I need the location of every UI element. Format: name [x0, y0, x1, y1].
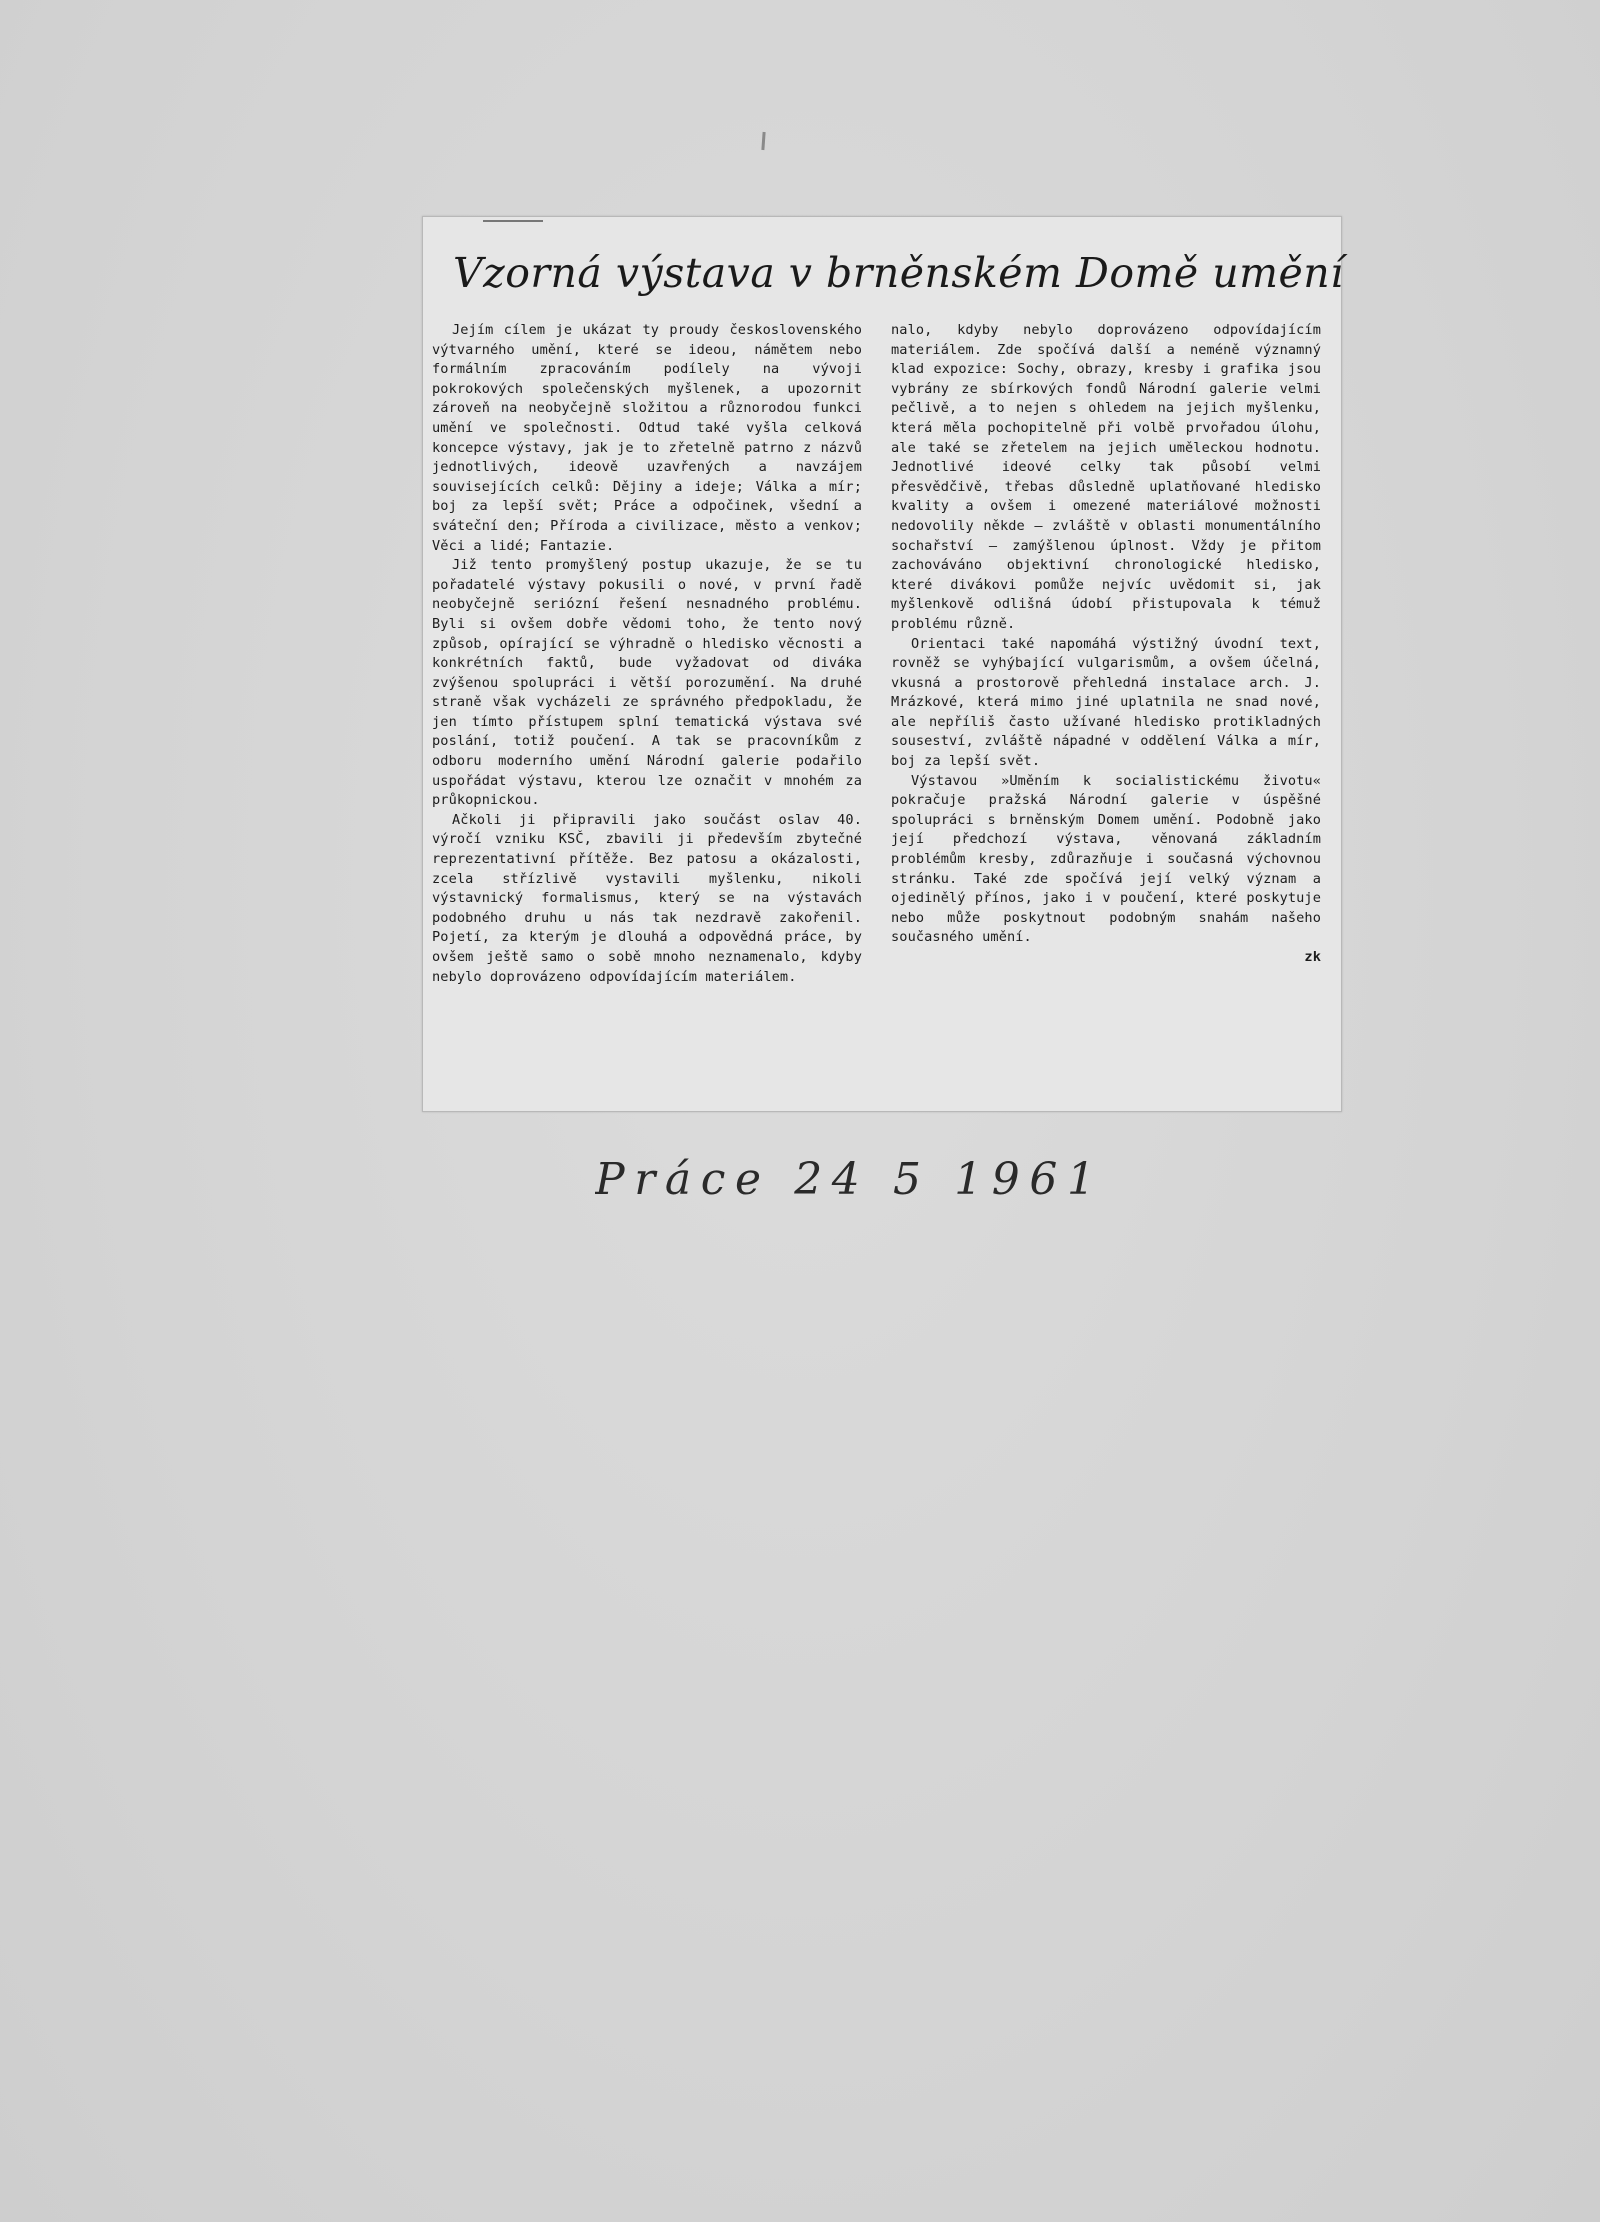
article-paragraph: Ačkoli ji připravili jako součást oslav 40. výročí vzniku KSČ, zbavili ji především zbytečné reprezentativní přítěže. Bez patosu a okázalosti, zcela střízlivě vystavili myšlenku, nikoli výstavnický formalismus, který se na výstavách podobného druhu u nás tak nezdravě zakořenil. Pojetí, za kterým je dlouhá a odpovědná práce, by ovšem ještě samo o sobě mnoho neznamenalo, kdyby nebylo doprovázeno odpovídajícím materiálem. [432, 811, 862, 985]
article-headline: Vzorná výstava v brněnském Domě umění [453, 249, 1344, 297]
article-right-column [891, 321, 1321, 968]
handwritten-source-note [595, 1136, 1115, 1216]
article-paragraph: nalo, kdyby nebylo doprovázeno odpovídajícím materiálem. Zde spočívá další a neméně významný klad expozice: Sochy, obrazy, kresby i grafika jsou vybrány ze sbírkových fondů Národní galerie velmi pečlivě, a to nejen s ohledem na jejich myšlenku, která měla pochopitelně při volbě prvořadou úlohu, ale také se zřetelem na jejich uměleckou hodnotu. Jednotlivé ideové celky tak působí velmi přesvědčivě, třebas důsledně uplatňované hledisko kvality a ovšem i omezené materiálové možnosti nedovolily někde — zvláště v oblasti monumentálního sochařství — zamýšlenou úplnost. Vždy je přitom zachováváno objektivní chronologické hledisko, které divákovi pomůže nejvíc uvědomit si, jak myšlenkově odlišná údobí přistupovala k témuž problému různě. [891, 322, 1321, 632]
article-paragraph: Výstavou »Uměním k socialistickému životu« pokračuje pražská Národní galerie v úspěšné spolupráci s brněnským Domem umění. Podobně jako její předchozí výstava, věnovaná základním problémům kresby, zdůrazňuje i současná výchovnou stránku. Také zde spočívá její velký význam a ojedinělý přínos, jako i v poučení, které poskytuje nebo může poskytnout podobným snahám našeho současného umění. [891, 772, 1321, 946]
article-paragraph: Jejím cílem je ukázat ty proudy československého výtvarného umění, které se ideou, námětem nebo formálním zpracováním podílely na vývoji pokrokových společenských myšlenek, a upozornit zároveň na neobyčejně složitou a různorodou funkci umění ve společnosti. Odtud také vyšla celková koncepce výstavy, jak je to zřetelně patrno z názvů jednotlivých, ideově uzavřených a navzájem souvisejících celků: Dějiny a ideje; Válka a mír; boj za lepší svět; Práce a odpočinek, všední a sváteční den; Příroda a civilizace, město a venkov; Věci a lidé; Fantazie. [432, 322, 862, 554]
article-left-column [432, 321, 862, 987]
pencil-mark [761, 132, 765, 150]
article-paragraph: Orientaci také napomáhá výstižný úvodní text, rovněž se vyhýbající vulgarismům, a ovšem účelná, vkusná a prostorově přehledná instalace arch. J. Mrázkové, která mimo jiné uplatnila ne snad nové, ale nepříliš často užívané hledisko protikladných souseství, zvláště nápadné v oddělení Válka a mír, boj za lepší svět. [891, 635, 1321, 770]
handwritten-note-text: Práce 24 5 1961 [595, 1154, 1095, 1205]
article-paragraph: Již tento promyšlený postup ukazuje, že se tu pořadatelé výstavy pokusili o nové, v první řadě neobyčejně seriózní řešení nesnadného problému. Byli si ovšem dobře vědomi toho, že tento nový způsob, opírající se výhradně o hledisko věcnosti a konkrétních faktů, bude vyžadovat od diváka zvýšenou spolupráci i větší porozumění. Na druhé straně však vycházeli ze správného předpokladu, že jen tímto přístupem splní tematická výstava své poslání, totiž poučení. A tak se pracovníkům z odboru moderního umění Národní galerie podařilo uspořádat výstavu, kterou lze označit v mnohém za průkopnickou. [432, 557, 862, 809]
newspaper-clipping [422, 216, 1342, 1112]
author-signature: zk [1304, 949, 1321, 965]
handwritten-note-svg [595, 1136, 1115, 1216]
clipping-edge-rule [483, 220, 543, 222]
